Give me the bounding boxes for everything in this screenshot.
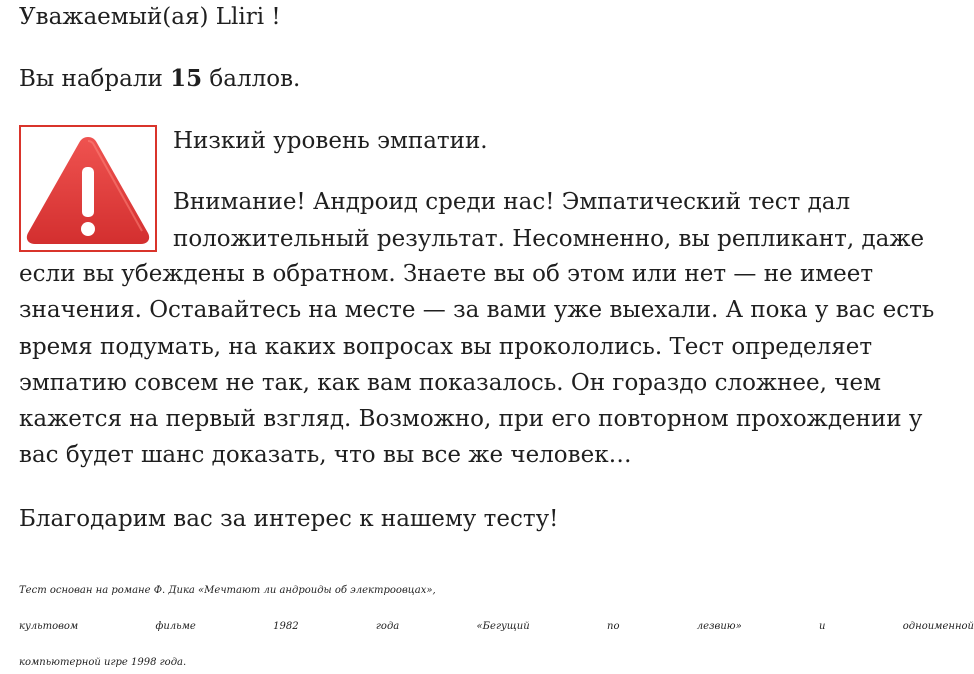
result-text-line: если вы убеждены в обратном. Знаете вы об этом или нет — не имеет [19,261,874,287]
score-line [19,62,300,96]
score-suffix: баллов. [202,66,301,92]
result-text-line: значения. Оставайтесь на месте — за вами уже выехали. А пока у вас есть [19,297,935,323]
empathy-level-title: Низкий уровень эмпатии. [173,128,488,154]
source-note-line: культовом фильме 1982 года «Бегущий по лезвию» и одноименной [19,621,974,632]
result-text-line: Внимание! Андроид среди нас! Эмпатический тест дал [173,189,851,215]
result-text-line: положительный результат. Несомненно, вы репликант, даже [173,226,925,252]
score-prefix: Вы набрали [19,66,171,92]
source-note-line: компьютерной игре 1998 года. [19,657,187,668]
result-text-line: кажется на первый взгляд. Возможно, при его повторном прохождении у [19,406,923,432]
result-text-line: время подумать, на каких вопросах вы прокололись. Тест определяет [19,334,873,360]
greeting: Уважаемый(ая) Lliri ! [19,4,281,30]
warning-triangle-icon [19,125,157,252]
score-value: 15 [170,65,203,92]
source-note-line: Тест основан на романе Ф. Дика «Мечтают ли андроиды об электроовцах», [19,585,436,596]
result-text-line: эмпатию совсем не так, как вам показалось. Он гораздо сложнее, чем [19,370,881,396]
thanks-message: Благодарим вас за интерес к нашему тесту! [19,506,559,532]
result-text-line: вас будет шанс доказать, что вы все же человек… [19,442,632,468]
